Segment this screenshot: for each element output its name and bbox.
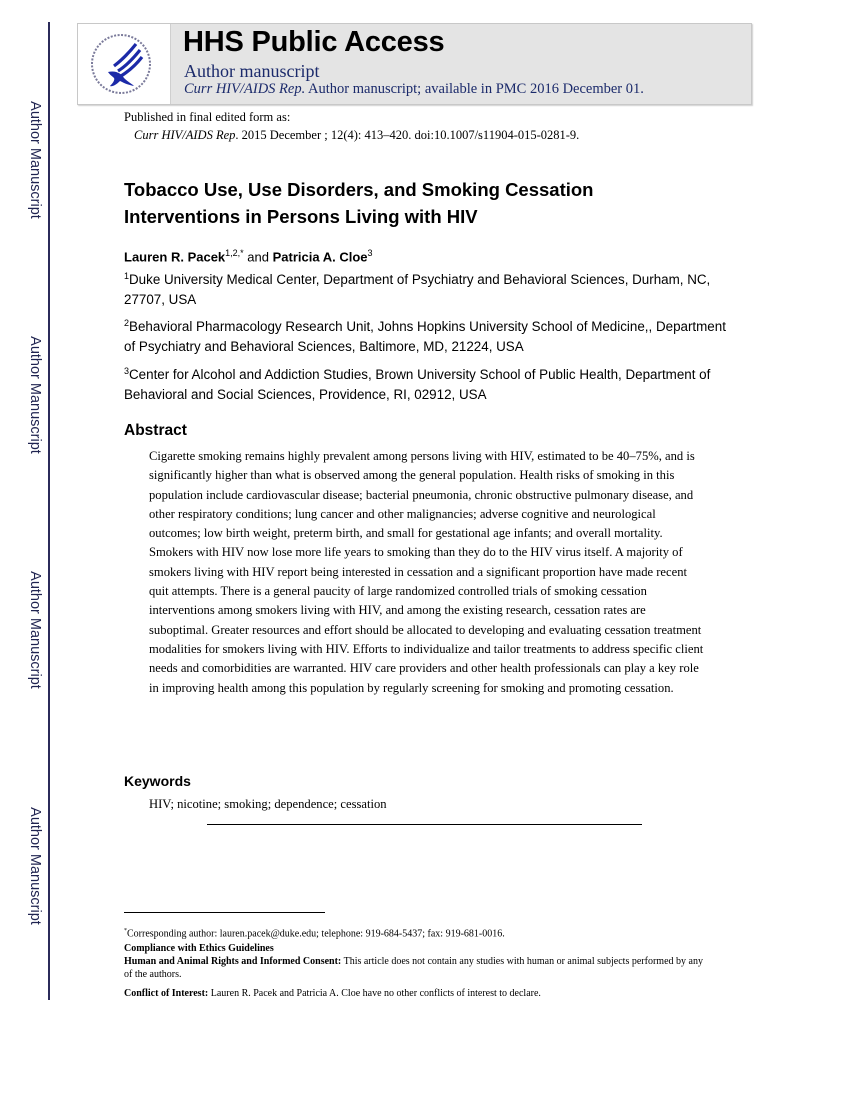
banner-availability-text: Author manuscript; available in PMC 2016 December 01. [308, 81, 644, 97]
paper-title [124, 176, 744, 230]
keywords-heading: Keywords [124, 773, 191, 789]
affiliation-number: 3 [124, 366, 130, 376]
ethics-heading-text: Compliance with Ethics Guidelines [124, 943, 274, 954]
title-line: Interventions in Persons Living with HIV [124, 206, 478, 227]
citation-journal: Curr HIV/AIDS Rep [134, 128, 236, 142]
author-affiliation-marker: 1,2,* [225, 248, 244, 258]
citation-details: . 2015 December ; 12(4): 413–420. doi:10.1007/s11904-015-0281-9. [235, 128, 580, 142]
affiliation-text: Duke University Medical Center, Department of Psychiatry and Behavioral Sciences, Durham, NC, 27707, USA [124, 272, 711, 307]
affiliation [124, 317, 729, 356]
author-joiner: and [247, 249, 269, 265]
author-name: Patricia A. Cloe [272, 249, 368, 265]
corresponding-author-footnote [124, 925, 704, 940]
keywords-list: HIV; nicotine; smoking; dependence; cessation [149, 797, 387, 811]
side-label-text: Author Manuscript [27, 807, 43, 925]
side-label-text: Author Manuscript [27, 101, 43, 219]
footnote-text: Corresponding author: lauren.pacek@duke.edu; telephone: 919-684-5437; fax: 919-681-0016. [127, 928, 505, 940]
hhs-logo [78, 24, 171, 104]
side-label-text: Author Manuscript [27, 336, 43, 454]
consent-text: This article does not contain any studies with human or animal subjects performed by any of the authors. [124, 956, 703, 980]
hhs-eagle-logo-icon [88, 30, 158, 98]
author-list [124, 248, 373, 264]
banner-availability [184, 81, 644, 98]
footnote-divider [124, 912, 325, 913]
banner-journal: Curr HIV/AIDS Rep. [184, 81, 306, 97]
footnote-marker: * [124, 928, 127, 934]
affiliation-number: 2 [124, 318, 130, 328]
side-label-text: Author Manuscript [27, 571, 43, 689]
margin-rule [48, 22, 50, 1000]
conflict-text: Lauren R. Pacek and Patricia A. Cloe have no other conflicts of interest to declare. [208, 988, 541, 999]
affiliation-text: Center for Alcohol and Addiction Studies, Brown University School of Public Health, Department of Behavioral and Social Sciences, Providence, RI, 02912, USA [124, 367, 711, 402]
affiliation-number: 1 [124, 271, 130, 281]
author-name: Lauren R. Pacek [124, 249, 226, 265]
affiliation [124, 270, 729, 309]
banner-subtitle: Author manuscript [184, 61, 320, 81]
conflict-label: Conflict of Interest: [124, 988, 209, 999]
abstract-heading: Abstract [124, 422, 187, 439]
abstract-body: Cigarette smoking remains highly prevalent among persons living with HIV, estimated to be 40–75%, and is significantly higher than what is observed among the general population. Health risks of smoking in this population include cardiovascular disease; bacterial pneumonia, chronic obstructive pulmonary disease, and other respiratory conditions; lung cancer and other malignancies; adverse cognitive and neurological outcomes; low birth weight, preterm birth, and small for gestational age infants; and overall mortality. Smokers with HIV now lose more life years to smoking than they do to the HIV virus itself. A majority of smokers living with HIV report being interested in cessation and a significant proportion have made recent quit attempts. There is a general paucity of large randomized controlled trials of smoking cessation interventions among smokers living with HIV, and among the existing research, cessation rates are suboptimal. Greater resources and effort should be allocated to developing and evaluating cessation treatment modalities for smokers living with HIV. Efforts to individualize and tailor treatments to address specific client needs and comorbidities are warranted. HIV care providers and other health professionals can play a key role in improving health among this population by regularly screening for smoking and promoting cessation. [149, 449, 704, 695]
consent-statement [124, 955, 704, 981]
conflict-statement [124, 987, 704, 1000]
published-citation [124, 108, 579, 144]
affiliation-text: Behavioral Pharmacology Research Unit, Johns Hopkins University School of Medicine,, Department of Psychiatry and Behavioral Sciences, Baltimore, MD, 21224, USA [124, 319, 726, 354]
consent-label: Human and Animal Rights and Informed Consent: [124, 956, 342, 967]
section-divider [207, 824, 642, 825]
author-affiliation-marker: 3 [367, 248, 373, 258]
hhs-public-access-banner [77, 23, 752, 105]
banner-title: HHS Public Access [183, 26, 445, 58]
citation-line [124, 126, 579, 144]
title-line: Tobacco Use, Use Disorders, and Smoking Cessation [124, 179, 594, 200]
published-label: Published in final edited form as: [124, 110, 291, 124]
affiliation [124, 365, 729, 404]
ethics-heading [124, 942, 704, 955]
